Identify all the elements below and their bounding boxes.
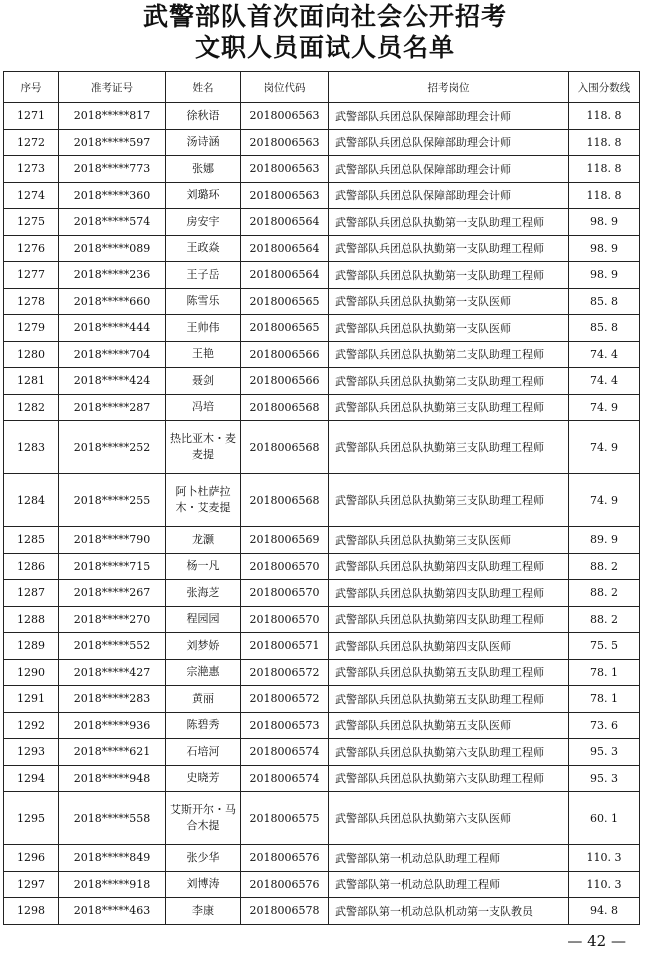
column-header-score: 入围分数线 <box>569 72 640 103</box>
column-header-post: 招考岗位 <box>329 72 569 103</box>
cell-ticket: 2018*****660 <box>59 288 166 315</box>
cell-seq: 1273 <box>4 156 59 183</box>
cell-post: 武警部队兵团总队执勤第四支队助理工程师 <box>329 580 569 607</box>
table-body <box>4 103 640 925</box>
cell-seq: 1279 <box>4 315 59 342</box>
cell-score: 60. 1 <box>569 792 640 845</box>
cell-code: 2018006568 <box>241 421 329 474</box>
cell-score: 88. 2 <box>569 580 640 607</box>
cell-name: 刘博涛 <box>166 871 241 898</box>
cell-score: 88. 2 <box>569 553 640 580</box>
cell-seq: 1292 <box>4 712 59 739</box>
cell-ticket: 2018*****283 <box>59 686 166 713</box>
table-row <box>4 421 640 474</box>
table-row <box>4 103 640 130</box>
cell-seq: 1295 <box>4 792 59 845</box>
cell-code: 2018006568 <box>241 394 329 421</box>
cell-post: 武警部队第一机动总队机动第一支队教员 <box>329 898 569 925</box>
cell-seq: 1284 <box>4 474 59 527</box>
cell-seq: 1286 <box>4 553 59 580</box>
cell-ticket: 2018*****424 <box>59 368 166 395</box>
cell-seq: 1272 <box>4 129 59 156</box>
cell-code: 2018006563 <box>241 103 329 130</box>
cell-score: 74. 4 <box>569 368 640 395</box>
column-header-name: 姓名 <box>166 72 241 103</box>
cell-score: 85. 8 <box>569 288 640 315</box>
cell-ticket: 2018*****790 <box>59 527 166 554</box>
cell-code: 2018006574 <box>241 739 329 766</box>
cell-post: 武警部队兵团总队执勤第二支队助理工程师 <box>329 341 569 368</box>
cell-post: 武警部队兵团总队执勤第三支队助理工程师 <box>329 394 569 421</box>
cell-post: 武警部队第一机动总队助理工程师 <box>329 871 569 898</box>
cell-seq: 1291 <box>4 686 59 713</box>
cell-post: 武警部队兵团总队执勤第四支队医师 <box>329 633 569 660</box>
table-row <box>4 182 640 209</box>
cell-ticket: 2018*****558 <box>59 792 166 845</box>
cell-post: 武警部队兵团总队执勤第五支队医师 <box>329 712 569 739</box>
cell-post: 武警部队兵团总队执勤第二支队助理工程师 <box>329 368 569 395</box>
cell-ticket: 2018*****621 <box>59 739 166 766</box>
cell-name: 冯培 <box>166 394 241 421</box>
cell-post: 武警部队兵团总队保障部助理会计师 <box>329 129 569 156</box>
cell-ticket: 2018*****597 <box>59 129 166 156</box>
cell-post: 武警部队兵团总队执勤第一支队助理工程师 <box>329 209 569 236</box>
cell-name: 张海芝 <box>166 580 241 607</box>
table-row <box>4 235 640 262</box>
cell-seq: 1287 <box>4 580 59 607</box>
cell-score: 73. 6 <box>569 712 640 739</box>
cell-score: 95. 3 <box>569 765 640 792</box>
cell-seq: 1281 <box>4 368 59 395</box>
cell-name: 石培河 <box>166 739 241 766</box>
table-row <box>4 633 640 660</box>
cell-name: 张娜 <box>166 156 241 183</box>
cell-name: 陈碧秀 <box>166 712 241 739</box>
cell-score: 98. 9 <box>569 262 640 289</box>
cell-ticket: 2018*****287 <box>59 394 166 421</box>
cell-ticket: 2018*****089 <box>59 235 166 262</box>
table-row <box>4 156 640 183</box>
cell-seq: 1271 <box>4 103 59 130</box>
cell-code: 2018006563 <box>241 129 329 156</box>
table-row <box>4 659 640 686</box>
cell-code: 2018006565 <box>241 288 329 315</box>
cell-seq: 1289 <box>4 633 59 660</box>
cell-seq: 1290 <box>4 659 59 686</box>
cell-seq: 1294 <box>4 765 59 792</box>
cell-seq: 1274 <box>4 182 59 209</box>
cell-post: 武警部队兵团总队执勤第一支队助理工程师 <box>329 262 569 289</box>
cell-post: 武警部队兵团总队保障部助理会计师 <box>329 156 569 183</box>
table-header-row <box>4 72 640 103</box>
cell-ticket: 2018*****715 <box>59 553 166 580</box>
cell-score: 88. 2 <box>569 606 640 633</box>
cell-code: 2018006564 <box>241 262 329 289</box>
cell-ticket: 2018*****704 <box>59 341 166 368</box>
cell-score: 98. 9 <box>569 235 640 262</box>
cell-name: 王艳 <box>166 341 241 368</box>
cell-score: 95. 3 <box>569 739 640 766</box>
cell-post: 武警部队兵团总队执勤第三支队医师 <box>329 527 569 554</box>
table-row <box>4 527 640 554</box>
cell-post: 武警部队第一机动总队助理工程师 <box>329 845 569 872</box>
document-title-line1: 武警部队首次面向社会公开招考 <box>142 2 507 31</box>
cell-name: 徐秋语 <box>166 103 241 130</box>
cell-name: 汤诗涵 <box>166 129 241 156</box>
cell-post: 武警部队兵团总队执勤第四支队助理工程师 <box>329 553 569 580</box>
cell-ticket: 2018*****849 <box>59 845 166 872</box>
cell-post: 武警部队兵团总队执勤第四支队助理工程师 <box>329 606 569 633</box>
cell-name: 张少华 <box>166 845 241 872</box>
cell-seq: 1276 <box>4 235 59 262</box>
table-row <box>4 474 640 527</box>
cell-name: 阿卜杜萨拉木・艾麦提 <box>166 474 241 527</box>
cell-code: 2018006564 <box>241 209 329 236</box>
cell-score: 89. 9 <box>569 527 640 554</box>
cell-ticket: 2018*****427 <box>59 659 166 686</box>
cell-name: 刘璐环 <box>166 182 241 209</box>
cell-score: 118. 8 <box>569 156 640 183</box>
cell-score: 85. 8 <box>569 315 640 342</box>
cell-seq: 1277 <box>4 262 59 289</box>
cell-score: 110. 3 <box>569 871 640 898</box>
cell-name: 宗滟惠 <box>166 659 241 686</box>
table-row <box>4 739 640 766</box>
cell-name: 刘梦娇 <box>166 633 241 660</box>
table-row <box>4 209 640 236</box>
cell-ticket: 2018*****552 <box>59 633 166 660</box>
cell-name: 李康 <box>166 898 241 925</box>
table-row <box>4 315 640 342</box>
table-row <box>4 580 640 607</box>
candidate-table <box>3 71 640 925</box>
cell-seq: 1285 <box>4 527 59 554</box>
table-row <box>4 712 640 739</box>
cell-score: 118. 8 <box>569 129 640 156</box>
cell-post: 武警部队兵团总队执勤第一支队医师 <box>329 288 569 315</box>
cell-score: 78. 1 <box>569 686 640 713</box>
cell-name: 王政焱 <box>166 235 241 262</box>
column-header-code: 岗位代码 <box>241 72 329 103</box>
table-row <box>4 394 640 421</box>
cell-seq: 1275 <box>4 209 59 236</box>
cell-score: 94. 8 <box>569 898 640 925</box>
cell-code: 2018006566 <box>241 341 329 368</box>
table-row <box>4 765 640 792</box>
table-row <box>4 368 640 395</box>
cell-code: 2018006570 <box>241 580 329 607</box>
cell-code: 2018006569 <box>241 527 329 554</box>
cell-name: 黄丽 <box>166 686 241 713</box>
table-row <box>4 686 640 713</box>
cell-post: 武警部队兵团总队执勤第五支队助理工程师 <box>329 659 569 686</box>
cell-score: 75. 5 <box>569 633 640 660</box>
cell-name: 聂剑 <box>166 368 241 395</box>
cell-score: 118. 8 <box>569 103 640 130</box>
cell-post: 武警部队兵团总队执勤第六支队助理工程师 <box>329 739 569 766</box>
cell-code: 2018006563 <box>241 182 329 209</box>
cell-seq: 1278 <box>4 288 59 315</box>
cell-name: 陈雪乐 <box>166 288 241 315</box>
cell-code: 2018006572 <box>241 686 329 713</box>
table-row <box>4 606 640 633</box>
cell-code: 2018006578 <box>241 898 329 925</box>
cell-score: 118. 8 <box>569 182 640 209</box>
cell-ticket: 2018*****574 <box>59 209 166 236</box>
cell-ticket: 2018*****255 <box>59 474 166 527</box>
cell-name: 程园园 <box>166 606 241 633</box>
table-row <box>4 871 640 898</box>
cell-post: 武警部队兵团总队执勤第五支队助理工程师 <box>329 686 569 713</box>
cell-ticket: 2018*****252 <box>59 421 166 474</box>
page-number: — 42 — <box>567 932 626 950</box>
cell-name: 艾斯开尔・马合木提 <box>166 792 241 845</box>
cell-seq: 1282 <box>4 394 59 421</box>
cell-ticket: 2018*****236 <box>59 262 166 289</box>
cell-score: 78. 1 <box>569 659 640 686</box>
cell-code: 2018006576 <box>241 845 329 872</box>
cell-name: 龙灏 <box>166 527 241 554</box>
table-row <box>4 288 640 315</box>
cell-seq: 1283 <box>4 421 59 474</box>
cell-code: 2018006563 <box>241 156 329 183</box>
cell-score: 74. 9 <box>569 421 640 474</box>
table-row <box>4 845 640 872</box>
cell-ticket: 2018*****360 <box>59 182 166 209</box>
column-header-seq: 序号 <box>4 72 59 103</box>
cell-seq: 1298 <box>4 898 59 925</box>
cell-ticket: 2018*****817 <box>59 103 166 130</box>
table-row <box>4 341 640 368</box>
cell-score: 110. 3 <box>569 845 640 872</box>
cell-post: 武警部队兵团总队执勤第三支队助理工程师 <box>329 474 569 527</box>
table-row <box>4 898 640 925</box>
cell-ticket: 2018*****267 <box>59 580 166 607</box>
cell-post: 武警部队兵团总队执勤第一支队医师 <box>329 315 569 342</box>
table-row <box>4 553 640 580</box>
cell-score: 74. 9 <box>569 474 640 527</box>
cell-ticket: 2018*****773 <box>59 156 166 183</box>
cell-code: 2018006575 <box>241 792 329 845</box>
cell-ticket: 2018*****463 <box>59 898 166 925</box>
cell-name: 史晓芳 <box>166 765 241 792</box>
cell-name: 王帅伟 <box>166 315 241 342</box>
cell-score: 98. 9 <box>569 209 640 236</box>
column-header-ticket: 准考证号 <box>59 72 166 103</box>
cell-seq: 1297 <box>4 871 59 898</box>
cell-post: 武警部队兵团总队执勤第六支队医师 <box>329 792 569 845</box>
cell-ticket: 2018*****270 <box>59 606 166 633</box>
cell-post: 武警部队兵团总队执勤第六支队助理工程师 <box>329 765 569 792</box>
cell-code: 2018006570 <box>241 553 329 580</box>
cell-ticket: 2018*****936 <box>59 712 166 739</box>
cell-seq: 1293 <box>4 739 59 766</box>
cell-ticket: 2018*****444 <box>59 315 166 342</box>
cell-seq: 1280 <box>4 341 59 368</box>
cell-score: 74. 4 <box>569 341 640 368</box>
cell-code: 2018006564 <box>241 235 329 262</box>
table-row <box>4 129 640 156</box>
table-row <box>4 262 640 289</box>
cell-code: 2018006571 <box>241 633 329 660</box>
cell-ticket: 2018*****918 <box>59 871 166 898</box>
cell-code: 2018006565 <box>241 315 329 342</box>
cell-code: 2018006572 <box>241 659 329 686</box>
cell-name: 房安宇 <box>166 209 241 236</box>
cell-name: 热比亚木・麦麦提 <box>166 421 241 474</box>
document-title-line2: 文职人员面试人员名单 <box>194 33 455 62</box>
cell-post: 武警部队兵团总队保障部助理会计师 <box>329 103 569 130</box>
cell-seq: 1296 <box>4 845 59 872</box>
cell-ticket: 2018*****948 <box>59 765 166 792</box>
table-row <box>4 792 640 845</box>
cell-code: 2018006573 <box>241 712 329 739</box>
cell-score: 74. 9 <box>569 394 640 421</box>
cell-code: 2018006576 <box>241 871 329 898</box>
cell-name: 杨一凡 <box>166 553 241 580</box>
cell-seq: 1288 <box>4 606 59 633</box>
cell-post: 武警部队兵团总队保障部助理会计师 <box>329 182 569 209</box>
cell-post: 武警部队兵团总队执勤第一支队助理工程师 <box>329 235 569 262</box>
cell-code: 2018006568 <box>241 474 329 527</box>
cell-post: 武警部队兵团总队执勤第三支队助理工程师 <box>329 421 569 474</box>
cell-code: 2018006574 <box>241 765 329 792</box>
cell-code: 2018006570 <box>241 606 329 633</box>
cell-name: 王子岳 <box>166 262 241 289</box>
cell-code: 2018006566 <box>241 368 329 395</box>
